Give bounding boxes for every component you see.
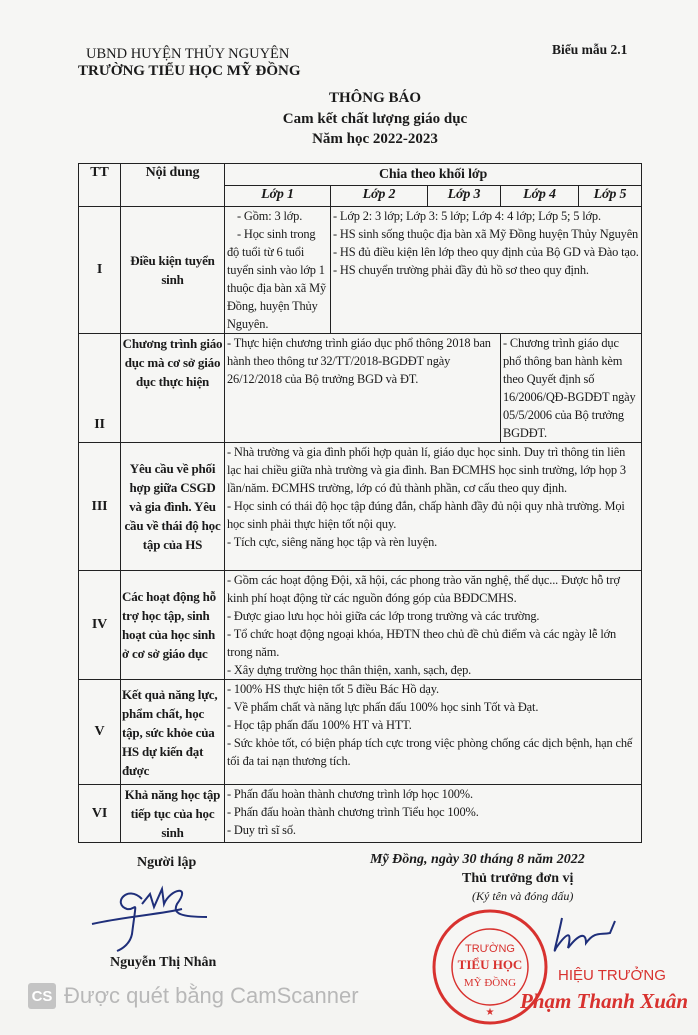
cell-line: - Học sinh trong độ tuổi từ 6 tuổi tuyển sinh vào lớp 1 thuộc địa bàn xã Mỹ Đồng, huyện Thủy Nguyên. xyxy=(227,227,327,331)
preparer-name: Nguyễn Thị Nhân xyxy=(110,955,217,970)
grades2-5-cell xyxy=(331,207,642,334)
head-label: Thủ trưởng đơn vị xyxy=(462,871,574,886)
row-number: II xyxy=(79,334,121,443)
header-grade-5: Lớp 5 xyxy=(579,186,642,207)
table-row xyxy=(79,571,642,680)
row-content: Khả năng học tập tiếp tục của học sinh xyxy=(121,785,225,843)
table-row xyxy=(79,334,642,443)
document-body xyxy=(31,163,689,1035)
authority-name: UBND HUYỆN THỦY NGUYÊN xyxy=(86,46,290,62)
row-number: I xyxy=(79,207,121,334)
form-number: Biểu mẫu 2.1 xyxy=(552,42,628,57)
principal-name: Phạm Thanh Xuân xyxy=(520,989,689,1013)
sign-note: (Ký tên và đóng dấu) xyxy=(472,889,574,903)
row-content: Kết quả năng lực, phẩm chất, học tập, sức khỏe của HS dự kiến đạt được xyxy=(121,680,225,785)
cell-line: - HS đủ điều kiện lên lớp theo quy định của Bộ GD và Đào tạo. xyxy=(333,245,639,259)
svg-text:★: ★ xyxy=(485,1007,495,1018)
grades4-5-cell: - Chương trình giáo dục phổ thông ban hành kèm theo Quyết định số 16/2006/QĐ-BGDĐT ngày 05/5/2006 của Bộ trưởng BGDĐT. xyxy=(501,334,642,443)
row-detail xyxy=(225,680,642,785)
row-content: Chương trình giáo dục mà cơ sở giáo dục thực hiện xyxy=(121,334,225,443)
camscanner-logo-icon: CS xyxy=(28,983,56,1009)
cell-line: - Lớp 2: 3 lớp; Lớp 3: 5 lớp; Lớp 4: 4 lớp; Lớp 5; 5 lớp. xyxy=(333,209,601,223)
principal-signature xyxy=(550,913,630,963)
camscanner-watermark xyxy=(28,983,359,1009)
table-row xyxy=(79,443,642,571)
school-name: TRƯỜNG TIỂU HỌC MỸ ĐỒNG xyxy=(78,63,301,79)
row-number: III xyxy=(79,443,121,571)
preparer-label: Người lập xyxy=(137,855,197,870)
cell-line: - Học tập phấn đấu 100% HT và HTT. xyxy=(227,718,412,732)
preparer-signature xyxy=(82,879,212,953)
row-number: IV xyxy=(79,571,121,680)
table-row xyxy=(79,785,642,843)
grade1-cell xyxy=(225,207,331,334)
header-grade-4: Lớp 4 xyxy=(501,186,579,207)
cell-line: - HS chuyển trường phải đầy đủ hồ sơ theo quy định. xyxy=(333,263,589,277)
cell-line: - Tích cực, siêng năng học tập và rèn luyện. xyxy=(227,535,438,549)
cell-line: - 100% HS thực hiện tốt 5 điều Bác Hồ dạy. xyxy=(227,682,439,696)
watermark-text: Được quét bằng CamScanner xyxy=(64,983,359,1008)
grades1-3-cell: - Thực hiện chương trình giáo dục phổ thông 2018 ban hành theo thông tư 32/TT/2018-BGDĐT ngày 26/12/2018 của Bộ trưởng BGD và ĐT. xyxy=(225,334,501,443)
header-content: Nội dung xyxy=(121,164,225,207)
cell-line: - Nhà trường và gia đình phối hợp quản lí, giáo dục học sinh. Duy trì thông tin liên lạc hai chiều giữa nhà trường và gia đình. Ban ĐCMHS học sinh trường, lớp họp 3 lần/năm. ĐCMHS trường, lớp có đủ thành phần, cơ cấu theo quy định. xyxy=(227,445,626,495)
header-grade-3: Lớp 3 xyxy=(428,186,501,207)
row-content: Yêu cầu về phối hợp giữa CSGD và gia đình. Yêu cầu về thái độ học tập của HS xyxy=(121,443,225,571)
row-number: VI xyxy=(79,785,121,843)
row-detail xyxy=(225,571,642,680)
cell-line: - Sức khỏe tốt, có biện pháp tích cực trong việc phòng chống các dịch bệnh, hạn chế tối đa tai nạn thương tích. xyxy=(227,736,633,768)
school-year: Năm học 2022-2023 xyxy=(312,131,438,147)
cell-line: - Phấn đấu hoàn thành chương trình Tiểu học 100%. xyxy=(227,805,479,819)
svg-text:MỸ ĐỒNG: MỸ ĐỒNG xyxy=(463,977,517,989)
cell-line: - HS sinh sống thuộc địa bàn xã Mỹ Đồng huyện Thủy Nguyên xyxy=(333,227,639,241)
row-detail xyxy=(225,785,642,843)
principal-title: HIỆU TRƯỞNG xyxy=(558,967,666,984)
doc-subtitle: Cam kết chất lượng giáo dục xyxy=(282,111,468,127)
header-grade-1: Lớp 1 xyxy=(225,186,331,207)
row-number: V xyxy=(79,680,121,785)
sign-date: Mỹ Đồng, ngày 30 tháng 8 năm 2022 xyxy=(370,852,585,867)
cell-line: - Học sinh có thái độ học tập đúng đắn, chấp hành đầy đủ nội quy nhà trường. Mọi học sinh phải thực hiện tốt nội quy. xyxy=(227,499,625,531)
commitment-table xyxy=(78,163,642,843)
signature-section xyxy=(0,852,698,1035)
cell-line: - Xây dựng trường học thân thiện, xanh, sạch, đẹp. xyxy=(227,663,472,677)
svg-text:TIỂU HỌC: TIỂU HỌC xyxy=(457,957,523,972)
cell-line: - Duy trì sĩ số. xyxy=(227,823,296,837)
cell-line: - Gồm: 3 lớp. xyxy=(237,209,303,223)
row-content: Điều kiện tuyển sinh xyxy=(121,207,225,334)
row-content: Các hoạt động hỗ trợ học tập, sinh hoạt của học sinh ở cơ sở giáo dục xyxy=(121,571,225,680)
table-row xyxy=(79,207,642,334)
header-grade-2: Lớp 2 xyxy=(331,186,428,207)
cell-line: - Phấn đấu hoàn thành chương trình lớp học 100%. xyxy=(227,787,473,801)
cell-line: - Tổ chức hoạt động ngoại khóa, HĐTN theo chủ đề chủ điểm và các ngày lễ lớn trong năm. xyxy=(227,627,617,659)
cell-line: - Về phẩm chất và năng lực phấn đấu 100% học sinh Tốt và Đạt. xyxy=(227,700,539,714)
header-tt: TT xyxy=(79,164,121,207)
table-row xyxy=(79,680,642,785)
cell-line: - Được giao lưu học hỏi giữa các lớp trong trường và các trường. xyxy=(227,609,540,623)
doc-title: THÔNG BÁO xyxy=(328,90,422,106)
header-grade-group: Chia theo khối lớp xyxy=(225,164,642,186)
row-detail xyxy=(225,443,642,571)
cell-line: - Gồm các hoạt động Đội, xã hội, các phong trào văn nghệ, thể dục... Được hỗ trợ kinh phí hoạt động từ các nguồn đóng góp của BĐDCMHS. xyxy=(227,573,620,605)
svg-text:TRƯỜNG: TRƯỜNG xyxy=(465,943,515,955)
